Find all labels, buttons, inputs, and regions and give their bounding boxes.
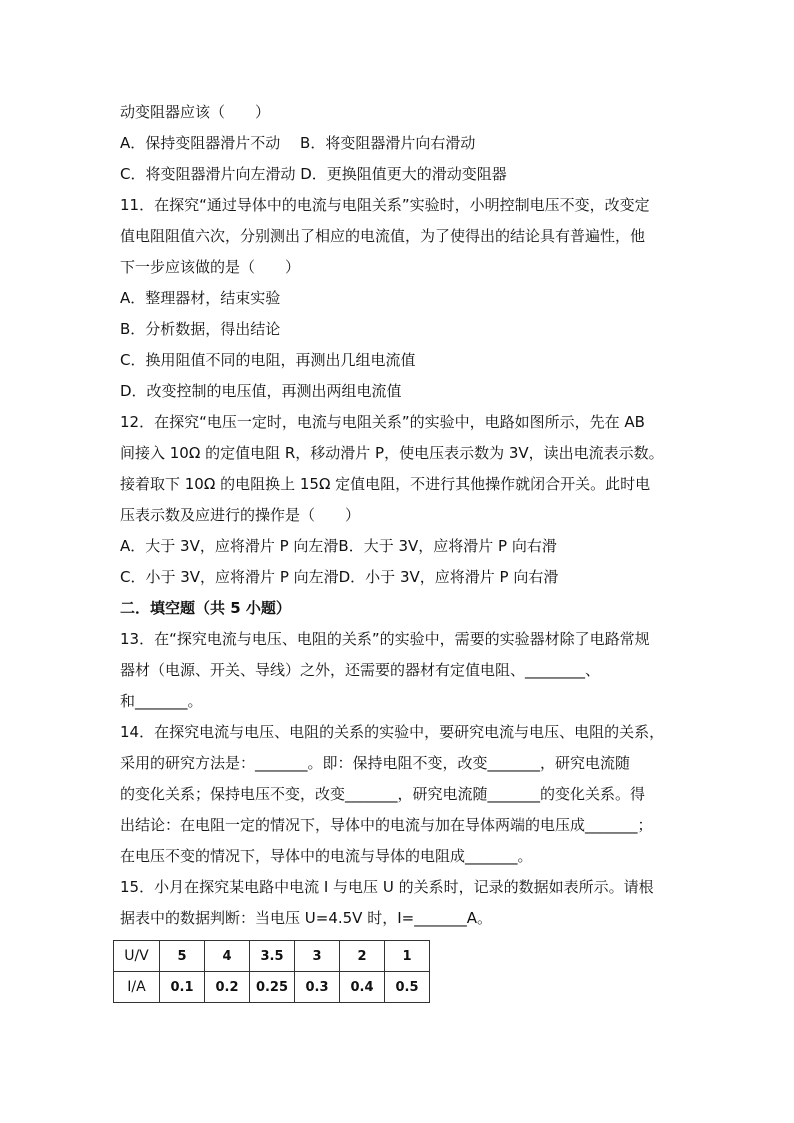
table-cell: 5 — [160, 941, 205, 972]
text-line: 值电阻阻值六次，分别测出了相应的电流值，为了使得出的结论具有普遍性，他 — [120, 227, 646, 245]
text-line: 据表中的数据判断：当电压 U=4.5V 时，I=_______A。 — [120, 909, 492, 927]
option-line: A．整理器材，结束实验 — [120, 289, 281, 307]
section-heading: 二．填空题（共 5 小题） — [120, 599, 291, 617]
table-cell: 3 — [295, 941, 340, 972]
option-line: A．大于 3V，应将滑片 P 向左滑B．大于 3V，应将滑片 P 向右滑 — [120, 537, 557, 555]
text-line: C．将变阻器滑片向左滑动 D．更换阻值更大的滑动变阻器 — [120, 165, 507, 183]
text-line: A．保持变阻器滑片不动 B．将变阻器滑片向右滑动 — [120, 134, 476, 152]
table-cell: 0.3 — [295, 972, 340, 1003]
table-cell: 1 — [385, 941, 430, 972]
text-line: 间接入 10Ω 的定值电阻 R，移动滑片 P，使电压表示数为 3V，读出电流表示数。 — [120, 444, 664, 462]
text-line: 的变化关系；保持电压不变，改变_______，研究电流随_______的变化关系。得 — [120, 785, 646, 803]
table-cell: 0.2 — [205, 972, 250, 1003]
option-line: C．换用阻值不同的电阻，再测出几组电流值 — [120, 351, 416, 369]
table-row — [114, 972, 430, 1003]
text-line: 接着取下 10Ω 的电阻换上 15Ω 定值电阻，不进行其他操作就闭合开关。此时电 — [120, 475, 651, 493]
table-cell: 0.1 — [160, 972, 205, 1003]
text-line: 器材（电源、开关、导线）之外，还需要的器材有定值电阻、________、 — [120, 661, 601, 679]
option-line: D．改变控制的电压值，再测出两组电流值 — [120, 382, 402, 400]
table-cell: 0.25 — [250, 972, 295, 1003]
text-line: 采用的研究方法是：_______。即：保持电阻不变，改变_______，研究电流随 — [120, 754, 631, 772]
table-cell: 2 — [340, 941, 385, 972]
question-13-line: 13．在“探究电流与电压、电阻的关系”的实验中，需要的实验器材除了电路常规 — [120, 630, 650, 648]
question-11-line: 11．在探究“通过导体中的电流与电阻关系”实验时，小明控制电压不变，改变定 — [120, 196, 650, 214]
question-14-line: 14．在探究电流与电压、电阻的关系的实验中，要研究电流与电压、电阻的关系， — [120, 723, 665, 741]
text-line: 出结论：在电阻一定的情况下，导体中的电流与加在导体两端的电压成_______； — [120, 816, 653, 834]
table-cell: 0.5 — [385, 972, 430, 1003]
text-line: 和_______。 — [120, 692, 203, 710]
table-cell: 0.4 — [340, 972, 385, 1003]
data-table — [113, 940, 430, 1003]
text-line: 在电压不变的情况下，导体中的电流与导体的电阻成_______。 — [120, 847, 533, 865]
question-15-line: 15．小月在探究某电路中电流 I 与电压 U 的关系时，记录的数据如表所示。请根 — [120, 878, 654, 896]
option-line: C．小于 3V，应将滑片 P 向左滑D．小于 3V，应将滑片 P 向右滑 — [120, 568, 559, 586]
text-line: 压表示数及应进行的操作是（ ） — [120, 506, 361, 524]
option-line: B．分析数据，得出结论 — [120, 320, 281, 338]
table-header-cell: I/A — [114, 972, 160, 1003]
table-header-cell: U/V — [114, 941, 160, 972]
table-cell: 4 — [205, 941, 250, 972]
text-line: 动变阻器应该（ ） — [120, 103, 271, 121]
table-cell: 3.5 — [250, 941, 295, 972]
question-12-line: 12．在探究“电压一定时，电流与电阻关系”的实验中，电路如图所示，先在 AB — [120, 413, 645, 431]
table-row — [114, 941, 430, 972]
text-line: 下一步应该做的是（ ） — [120, 258, 301, 276]
